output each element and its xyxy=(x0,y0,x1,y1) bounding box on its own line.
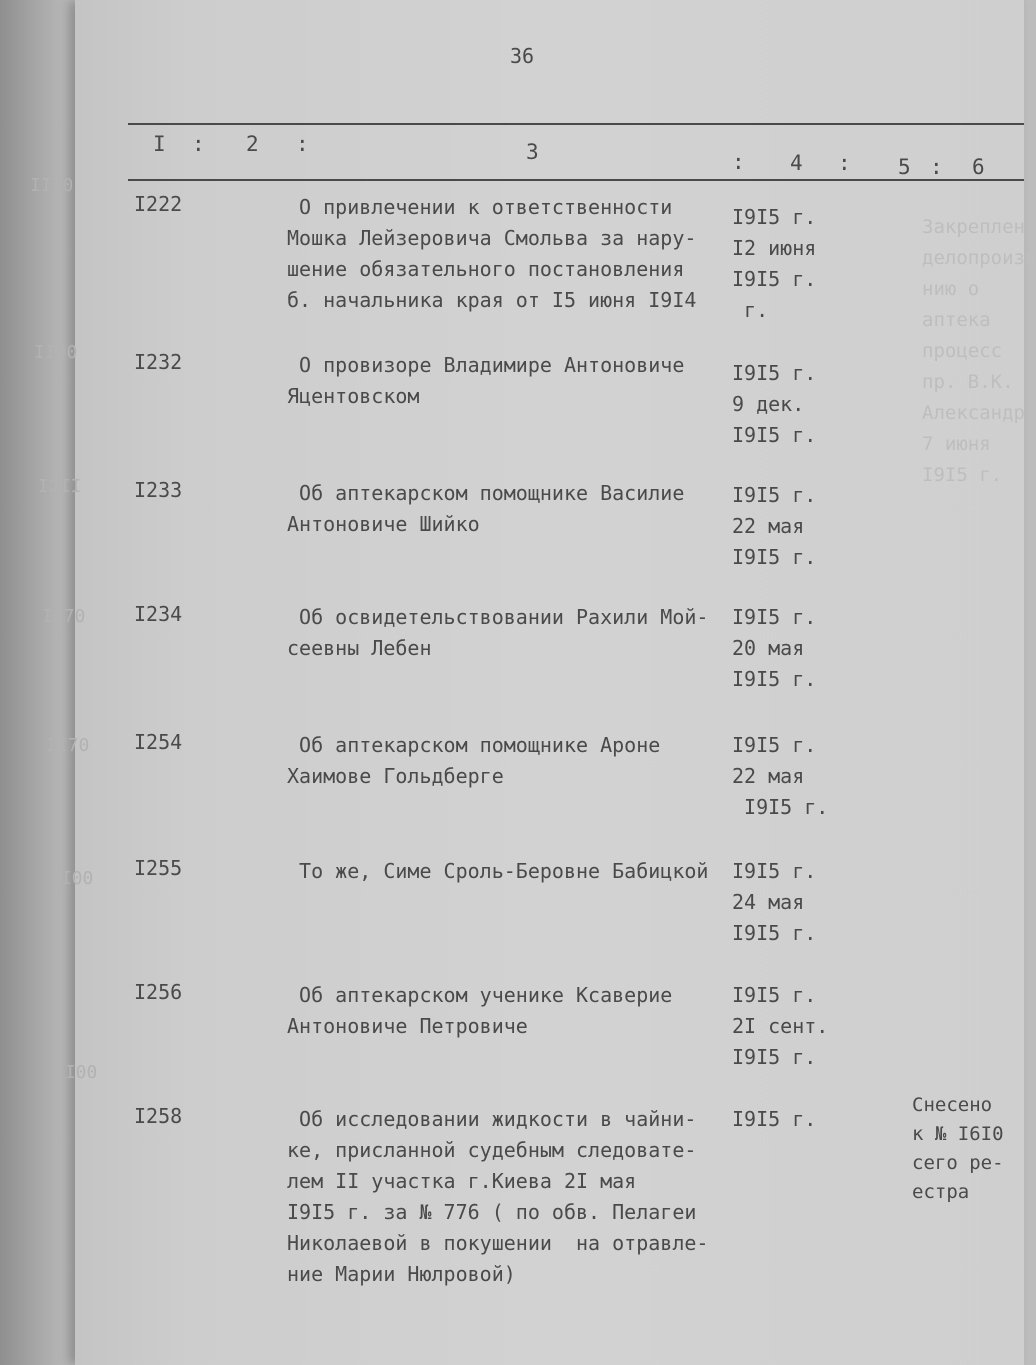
entry-dates: I9I5 г. 22 мая I9I5 г. xyxy=(732,733,829,819)
column-separator: : xyxy=(296,132,309,156)
entry-number: I222 xyxy=(134,192,183,216)
bleed-left-2: II00 xyxy=(34,342,78,363)
entry-note: Снесено к № I6I0 сего ре- естра xyxy=(912,1094,1004,1203)
column-header-1: I xyxy=(153,132,166,156)
bleed-left-7: II00 xyxy=(54,1062,98,1083)
entry-description: Об освидетельствовании Рахили Мой- сеевны Лебен xyxy=(287,605,709,660)
column-header-5: 5 xyxy=(898,155,911,179)
entry-description: Об аптекарском помощнике Ароне Хаимове Гольдберге xyxy=(287,733,661,788)
entry-dates: I9I5 г. 2I сент. I9I5 г. xyxy=(732,983,829,1069)
entry-dates: I9I5 г. xyxy=(732,1107,817,1131)
column-separator: : xyxy=(838,151,851,175)
column-header-6: 6 xyxy=(972,155,985,179)
entry-description: То же, Симе Сроль-Беровне Бабицкой xyxy=(287,859,709,883)
entry-dates: I9I5 г. 22 мая I9I5 г. xyxy=(732,483,817,569)
entry-number: I232 xyxy=(134,350,183,374)
column-separator: : xyxy=(192,132,205,156)
entry-description: Об аптекарском ученике Ксаверие Антоновиче Петровиче xyxy=(287,983,673,1038)
entry-dates: I9I5 г. 24 мая I9I5 г. xyxy=(732,859,817,945)
column-header-3: 3 xyxy=(526,140,539,164)
entry-number: I234 xyxy=(134,602,183,626)
entry-number: I254 xyxy=(134,730,183,754)
entry-number: I233 xyxy=(134,478,183,502)
bleed-left-3: I2II xyxy=(38,476,82,497)
entry-number: I256 xyxy=(134,980,183,1004)
bleed-left-5: II70 xyxy=(46,735,90,756)
entry-dates: I9I5 г. 9 дек. I9I5 г. xyxy=(732,361,817,447)
entry-number: I255 xyxy=(134,856,183,880)
entry-description: Об исследовании жидкости в чайни- ке, присланной судебным следовате- лем II участка г.Киева 2I мая I9I5 г. за № 776 ( по обв. Пелагеи Николаевой в покушении на отравле- ние Марии Нюлровой) xyxy=(287,1107,709,1286)
column-header-2: 2 xyxy=(246,132,259,156)
header-rule-bottom xyxy=(128,179,1024,181)
entry-number: I258 xyxy=(134,1104,183,1128)
bleed-right: Закреплен- делопроизв нию о аптека процесс пр. В.К. Александр 7 июня I9I5 г. xyxy=(922,216,1036,486)
column-header-4: 4 xyxy=(790,151,803,175)
entry-description: Об аптекарском помощнике Василие Антоновиче Шийко xyxy=(287,481,685,536)
entry-dates: I9I5 г. 20 мая I9I5 г. xyxy=(732,605,817,691)
entry-dates: I9I5 г. I2 июня I9I5 г. г. xyxy=(732,205,817,322)
header-rule-top xyxy=(128,123,1024,125)
page-number: 36 xyxy=(510,44,535,68)
column-separator: : xyxy=(930,155,943,179)
bleed-left-6: II00 xyxy=(50,868,94,889)
entry-description: О провизоре Владимире Антоновиче Яцентовском xyxy=(287,353,685,408)
entry-description: О привлечении к ответственности Мошка Лейзеровича Смольва за нару- шение обязательного постановления б. начальника края от I5 июня I9I4 xyxy=(287,195,697,312)
bleed-left-4: II70 xyxy=(42,606,86,627)
bleed-left-1: II70 xyxy=(30,175,74,196)
column-separator: : xyxy=(732,150,745,174)
